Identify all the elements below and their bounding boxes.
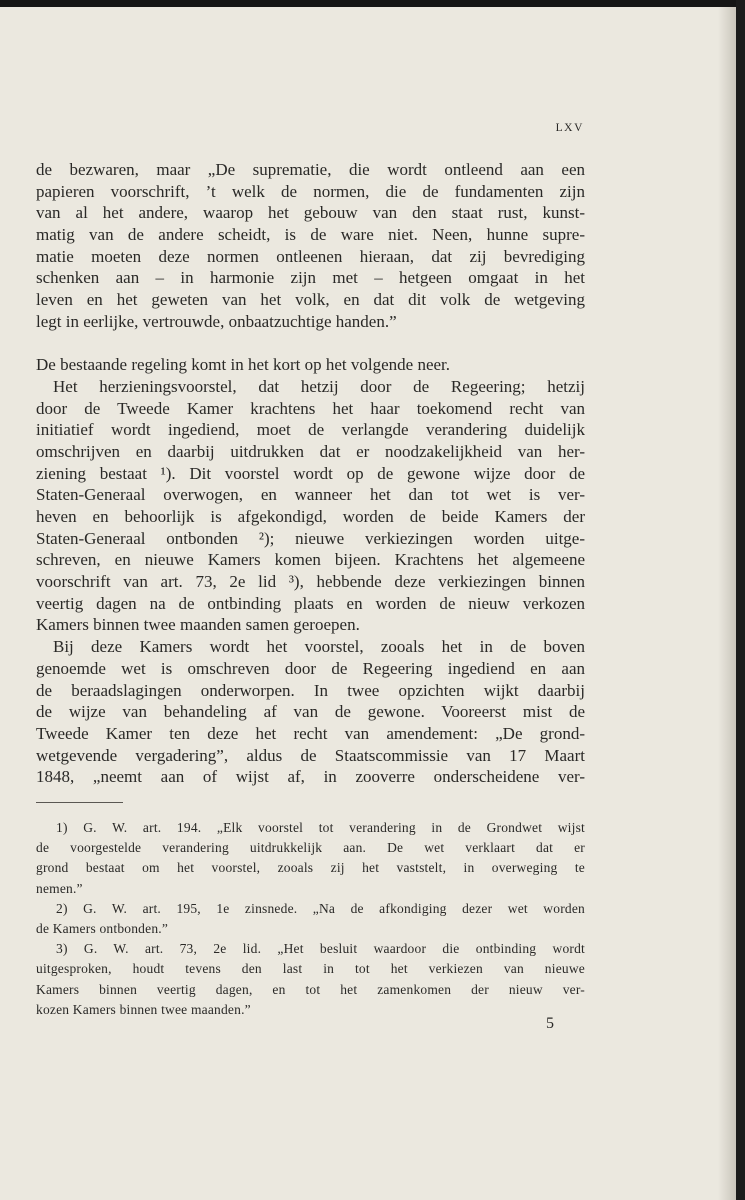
footnote-line: uitgesproken, houdt tevens den last in tot het verkiezen van nieuwe <box>36 961 585 977</box>
body-line: matig van de andere scheidt, is de ware niet. Neen, hunne supre- <box>36 225 585 245</box>
body-line: wetgevende vergadering”, aldus de Staatscommissie van 17 Maart <box>36 745 585 765</box>
body-line: papieren voorschrift, ’t welk de normen, die de fundamenten zijn <box>36 181 585 201</box>
page-edge-shadow <box>718 7 736 1200</box>
paragraph <box>36 354 585 376</box>
footnote-1 <box>36 818 585 899</box>
footnote-line: 3) G. W. art. 73, 2e lid. „Het besluit waardoor die ontbinding wordt <box>56 941 585 957</box>
body-line: omschrijven en daarbij uitdrukken dat er noodzakelijkheid van her- <box>36 441 585 461</box>
body-line: Tweede Kamer ten deze het recht van amendement: „De grond- <box>36 723 585 743</box>
body-line: heven en behoorlijk is afgekondigd, worden de beide Kamers der <box>36 507 585 526</box>
body-line: voorschrift van art. 73, 2e lid ³), hebbende deze verkiezingen binnen <box>36 572 585 592</box>
body-line: door de Tweede Kamer krachtens het haar toekomend recht van <box>36 398 585 418</box>
body-line: Het herzieningsvoorstel, dat hetzij door de Regeering; hetzij <box>53 376 585 396</box>
body-line: ziening bestaat ¹). Dit voorstel wordt op de gewone wijze door de <box>36 463 585 483</box>
body-line: de beraadslagingen onderworpen. In twee opzichten wijkt daarbij <box>36 680 585 700</box>
body-line: Staten-Generaal ontbonden ²); nieuwe verkiezingen worden uitge- <box>36 528 585 548</box>
body-line: van al het andere, waarop het gebouw van den staat rust, kunst- <box>36 203 585 223</box>
body-line: veertig dagen na de ontbinding plaats en worden de nieuw verkozen <box>36 593 585 613</box>
body-line: genoemde wet is omschreven door de Regeering ingediend en aan <box>36 658 585 678</box>
footnote-3 <box>36 939 585 1020</box>
body-line: leven en het geweten van het volk, en dat dit volk de wetgeving <box>36 290 585 310</box>
body-line: De bestaande regeling komt in het kort op het volgende neer. <box>36 355 451 375</box>
footnote-line: kozen Kamers binnen twee maanden.” <box>36 1001 251 1017</box>
footnote-2 <box>36 899 585 939</box>
body-line: Kamers binnen twee maanden samen geroepen. <box>36 615 360 635</box>
running-head: LXV <box>555 122 584 134</box>
footnote-rule <box>36 802 123 803</box>
body-line: legt in eerlijke, vertrouwde, onbaatzuchtige handen.” <box>36 311 397 331</box>
footnote-line: de voorgestelde verandering uitdrukkelijk aan. De wet verklaart dat er <box>36 840 585 856</box>
footnotes <box>36 818 585 1020</box>
body-line: matie moeten deze normen ontleenen hieraan, dat zij bevrediging <box>36 246 585 266</box>
body-line: 1848, „neemt aan of wijst af, in zooverre onderscheidene ver- <box>36 767 585 787</box>
scan-right-border <box>736 0 745 1200</box>
footnote-line: 2) G. W. art. 195, 1e zinsnede. „Na de afkondiging dezer wet worden <box>56 900 585 916</box>
footnote-line: 1) G. W. art. 194. „Elk voorstel tot verandering in de Grondwet wijst <box>56 820 585 835</box>
paragraph <box>36 159 585 333</box>
body-text <box>36 159 585 788</box>
paragraph <box>36 376 585 636</box>
body-line: de wijze van behandeling af van de gewone. Vooreerst mist de <box>36 702 585 722</box>
paragraph <box>36 636 585 788</box>
footnote-line: grond bestaat om het voorstel, zooals zij het vaststelt, in overweging te <box>36 860 585 876</box>
body-line: schenken aan – in harmonie zijn met – hetgeen omgaat in het <box>36 268 585 288</box>
footnote-line: nemen.” <box>36 880 83 896</box>
footnote-line: de Kamers ontbonden.” <box>36 920 169 936</box>
footnote-line: Kamers binnen veertig dagen, en tot het zamenkomen der nieuw ver- <box>36 981 585 997</box>
body-line: de bezwaren, maar „De suprematie, die wordt ontleend aan een <box>36 160 585 179</box>
body-line: initiatief wordt ingediend, moet de verlangde verandering duidelijk <box>36 420 585 440</box>
page-number: 5 <box>546 1015 554 1032</box>
body-line: Bij deze Kamers wordt het voorstel, zooals het in de boven <box>53 637 585 657</box>
body-line: schreven, en nieuwe Kamers komen bijeen. Krachtens het algemeene <box>36 550 585 570</box>
scan-top-border <box>0 0 745 7</box>
body-line: Staten-Generaal overwogen, en wanneer het dan tot wet is ver- <box>36 485 585 505</box>
